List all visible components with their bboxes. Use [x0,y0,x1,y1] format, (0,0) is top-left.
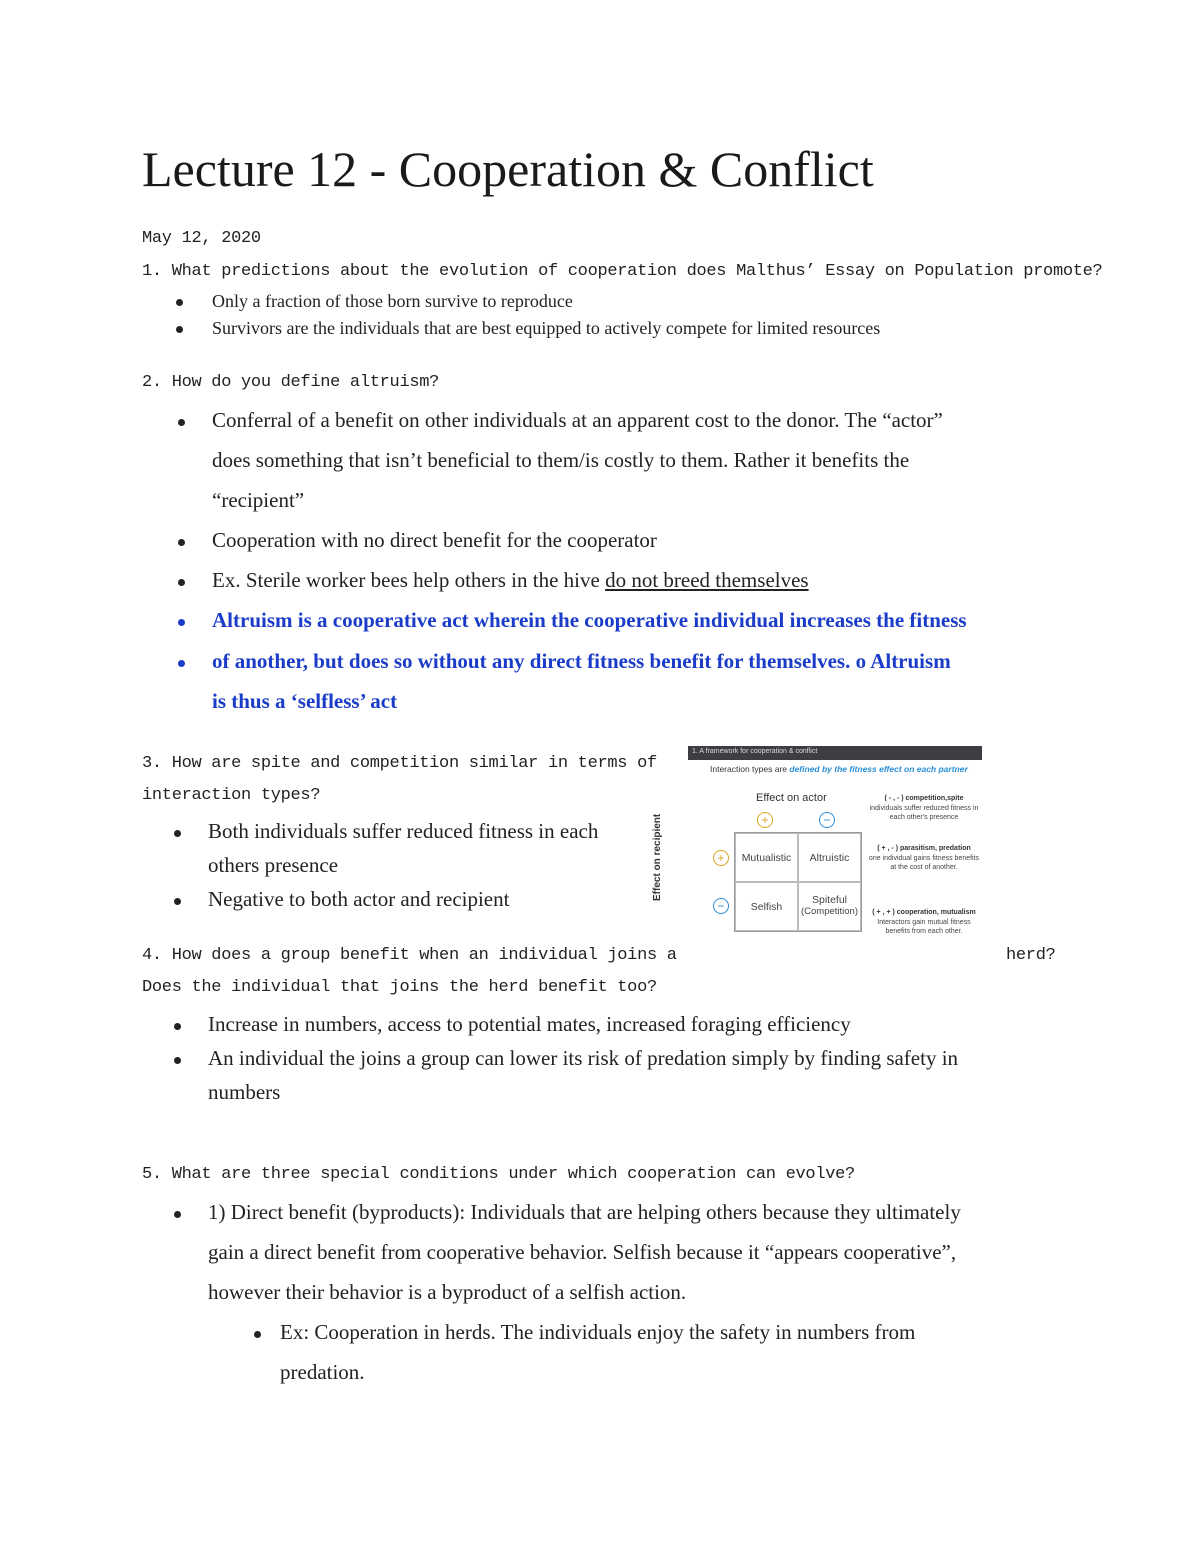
bullet-icon [174,1211,181,1218]
bullet-icon [174,1023,181,1030]
q3-bullet-1-line-2: others presence [208,853,339,877]
cell-spiteful [798,882,861,931]
q5-sub-bullet-line-1: Ex: Cooperation in herds. The individuals enjoy the safety in numbers from [280,1320,916,1344]
minus-circle-icon: − [819,812,835,828]
legend-competition-spite: ( - , - ) competition,spite individuals suffer reduced fitness in each other's presence [869,795,979,821]
q2-bullet-1-line-3: “recipient” [212,488,305,512]
plus-circle-icon: + [757,812,773,828]
figure-subtitle: Interaction types are defined by the fitness effect on each partner [710,764,968,774]
q2-bullet-3: Ex. Sterile worker bees help others in the hive do not breed themselves [212,568,809,592]
cell-selfish: Selfish [735,882,798,931]
effect-on-recipient-label: Effect on recipient [652,813,663,901]
date: May 12, 2020 [142,229,261,248]
q4-bullet-2-line-1: An individual the joins a group can lower its risk of predation simply by finding safety in [208,1046,959,1070]
question-2: 2. How do you define altruism? [142,373,440,392]
legend-cooperation: ( + , + ) cooperation, mutualism Interactors gain mutual fitness benefits from each other. [872,909,976,935]
plus-circle-icon: + [713,850,729,866]
q3-bullet-1-line-1: Both individuals suffer reduced fitness in each [208,819,599,843]
q5-bullet-1-line-3: however their behavior is a byproduct of a selfish action. [208,1280,687,1304]
legend-parasitism: ( + , - ) parasitism, predation one individual gains fitness benefits at the cost of another. [868,845,980,871]
bullet-icon [174,830,181,837]
question-4-line-1: 4. How does a group benefit when an individual joins a [142,946,677,965]
q5-bullet-1-line-1: 1) Direct benefit (byproducts): Individuals that are helping others because they ultimately [208,1200,961,1224]
question-4-tail: herd? [1006,946,1056,965]
figure-header: 1. A framework for cooperation & conflict [688,746,982,760]
question-5: 5. What are three special conditions under which cooperation can evolve? [142,1165,855,1184]
q2-bullet-2: Cooperation with no direct benefit for the cooperator [212,528,657,552]
bullet-icon [254,1331,261,1338]
effect-on-actor-label: Effect on actor [756,792,827,804]
interaction-grid [734,832,862,932]
bullet-icon [178,539,185,546]
q2-bullet-1-line-2: does something that isn’t beneficial to them/is costly to them. Rather it benefits the [212,448,910,472]
bullet-icon [176,326,183,333]
question-1: 1. What predictions about the evolution of cooperation does Malthus’ Essay on Population promote? [142,262,1103,281]
q2-bullet-1-line-1: Conferral of a benefit on other individuals at an apparent cost to the donor. The “actor” [212,408,943,432]
q4-bullet-1: Increase in numbers, access to potential mates, increased foraging efficiency [208,1012,851,1036]
q5-sub-bullet-line-2: predation. [280,1360,365,1384]
bullet-icon [178,419,185,426]
q5-bullet-1-line-2: gain a direct benefit from cooperative behavior. Selfish because it “appears cooperative”, [208,1240,957,1264]
spiteful-label: Spiteful [811,894,848,906]
q2-bullet-4: Altruism is a cooperative act wherein the cooperative individual increases the fitness [212,608,967,632]
cell-mutualistic: Mutualistic [735,833,798,882]
interaction-types-figure [652,746,984,972]
q4-bullet-2-line-2: numbers [208,1080,281,1104]
q2-bullet-5-line-1: of another, but does so without any direct fitness benefit for themselves. o Altruism [212,649,951,673]
minus-circle-icon: − [713,898,729,914]
competition-label: (Competition) [800,906,859,917]
bullet-icon [178,579,185,586]
page-title: Lecture 12 - Cooperation & Conflict [142,141,874,197]
bullet-icon [174,1057,181,1064]
q2-bullet-5-line-2: is thus a ‘selfless’ act [212,689,398,713]
bullet-icon [178,619,185,626]
bullet-icon [176,299,183,306]
cell-altruistic: Altruistic [798,833,861,882]
question-4-line-2: Does the individual that joins the herd benefit too? [142,978,657,997]
question-3-line-1: 3. How are spite and competition similar in terms of [142,754,657,773]
q3-bullet-2: Negative to both actor and recipient [208,887,510,911]
q1-bullet-1: Only a fraction of those born survive to reproduce [212,291,573,311]
bullet-icon [178,660,185,667]
bullet-icon [174,898,181,905]
question-3-line-2: interaction types? [142,786,321,805]
q1-bullet-2: Survivors are the individuals that are best equipped to actively compete for limited resources [212,318,881,338]
